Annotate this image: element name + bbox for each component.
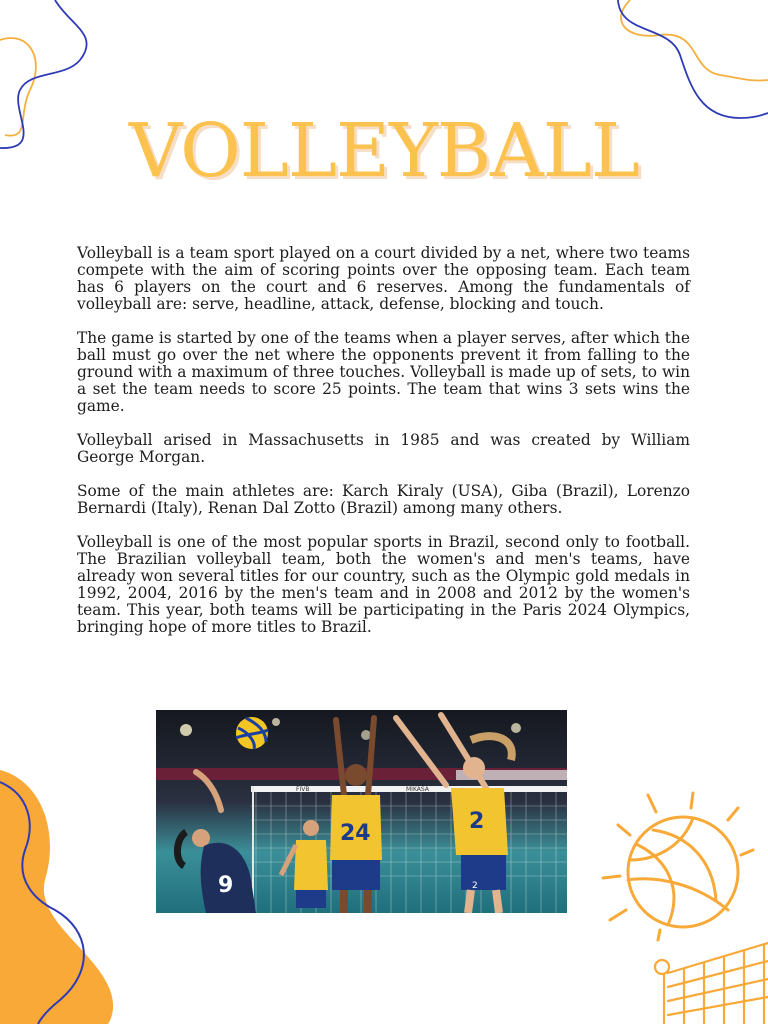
paragraph-history: Volleyball arised in Massachusetts in 1985 and was created by William George Morgan. [77,431,690,466]
blob-bottom-left-decoration [0,770,140,1024]
page-title: VOLLEYBALL [128,108,640,194]
jersey-number-2: 2 [469,809,485,834]
shorts-number-2: 2 [472,881,478,891]
paragraph-gameplay: The game is started by one of the teams when a player serves, after which the ball must go over the net where the opponents prevent it from falling to the ground with a maximum of three touches. Volleyball is made up of sets, to win a set the team needs to score 25 points. The team that wins 3 sets wins the game. [77,329,690,415]
net-logo-mikasa: MIKASA [406,786,429,793]
volleyball-net-icon [648,935,768,1024]
paragraph-brazil: Volleyball is one of the most popular sports in Brazil, second only to football. The Brazilian volleyball team, both the women's and men's teams, have already won several titles for our country, such as the Olympic gold medals in 1992, 2004, 2016 by the men's team and in 2008 and 2012 by the women's team. This year, both teams will be participating in the Paris 2024 Olympics, bringing hope of more titles to Brazil. [77,533,690,636]
net-logo-fivb: FIVB [296,786,310,793]
jersey-number-24: 24 [340,821,371,846]
paragraph-athletes: Some of the main athletes are: Karch Kiraly (USA), Giba (Brazil), Lorenzo Bernardi (Italy), Renan Dal Zotto (Brazil) among many others. [77,482,690,517]
article-body [77,245,690,653]
paragraph-intro: Volleyball is a team sport played on a court divided by a net, where two teams compete with the aim of scoring points over the opposing team. Each team has 6 players on the court and 6 reserves. Among the fundamentals of volleyball are: serve, headline, attack, defense, blocking and touch. [77,244,690,313]
squiggle-top-right-decoration [600,0,768,125]
jersey-number-9: 9 [218,873,234,898]
volleyball-match-photo [156,710,567,913]
volleyball-icon [598,790,758,950]
